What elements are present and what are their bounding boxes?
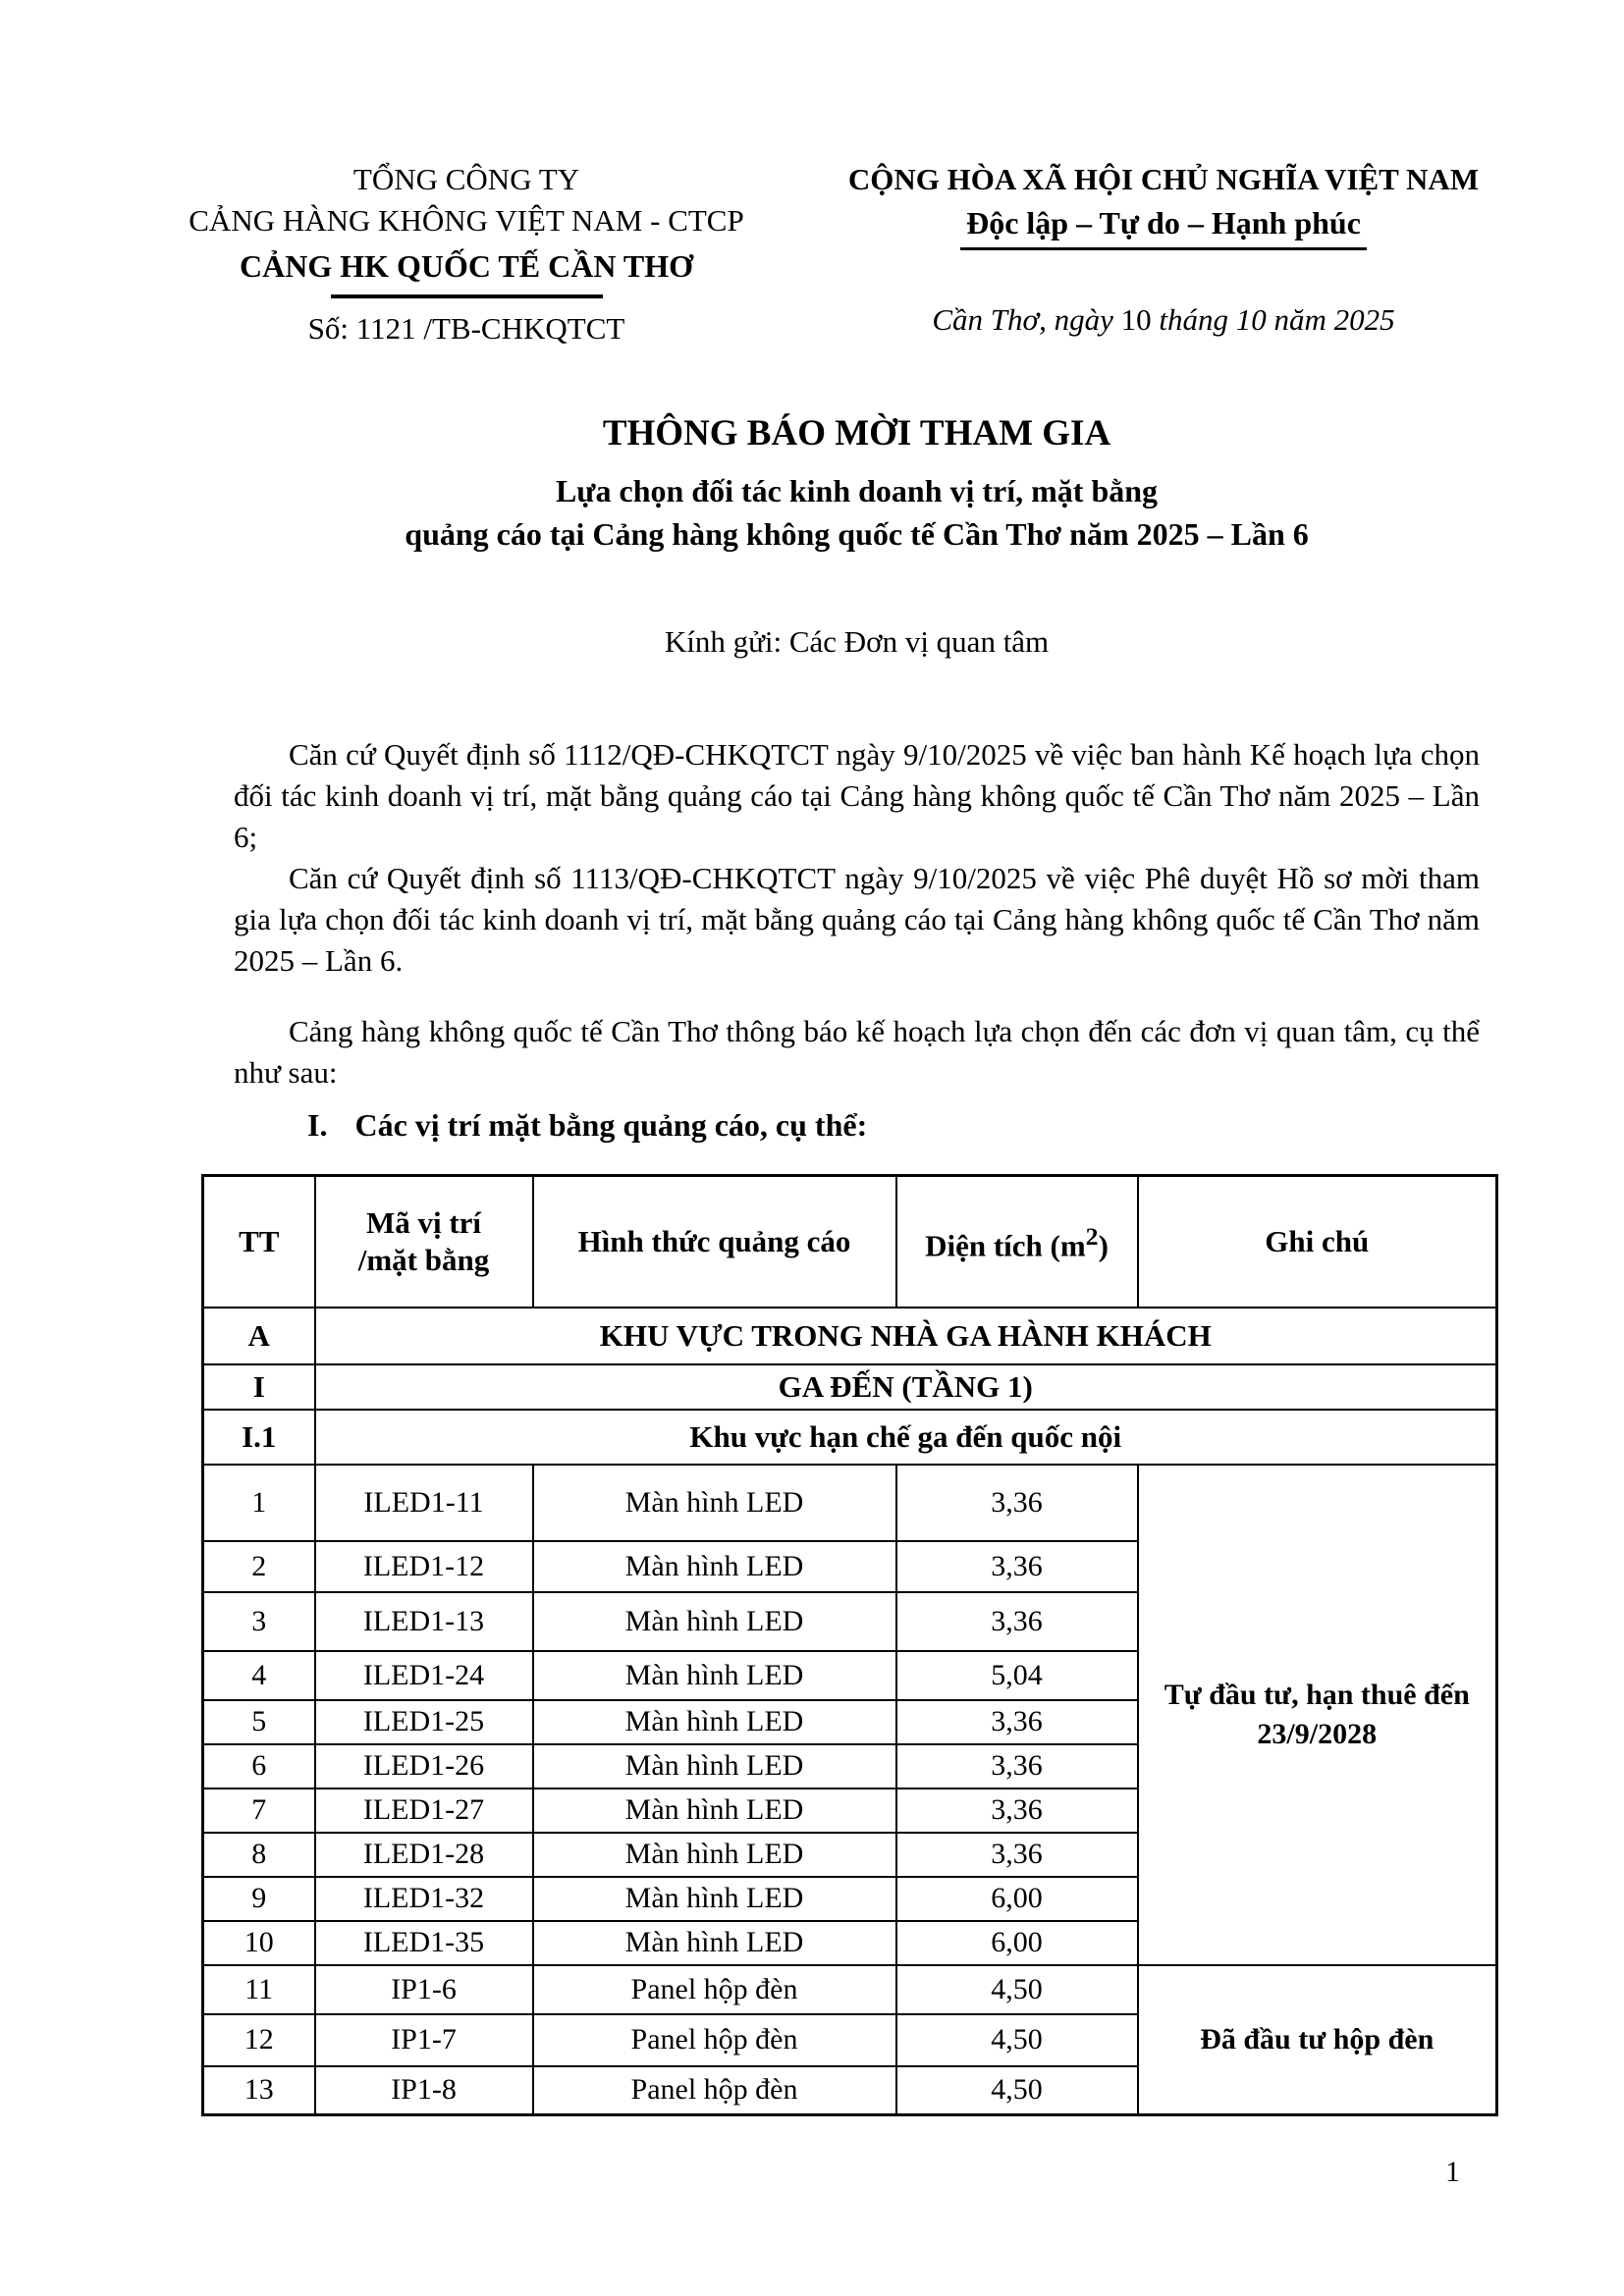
paragraph-basis-1: Căn cứ Quyết định số 1112/QĐ-CHKQTCT ngày 9/10/2025 về việc ban hành Kế hoạch lựa chọn đối tác kinh doanh vị trí, mặt bằng quảng cáo tại Cảng hàng không quốc tế Cần Thơ năm 2025 – Lần 6; (234, 737, 1480, 854)
code-cell: IP1-6 (315, 1965, 533, 2014)
form-cell: Màn hình LED (533, 1921, 896, 1965)
area-cell: 5,04 (896, 1651, 1138, 1700)
area-cell: 3,36 (896, 1541, 1138, 1592)
form-cell: Màn hình LED (533, 1700, 896, 1744)
col-header-area: Diện tích $(m^2)$ (896, 1176, 1138, 1308)
national-header-block (815, 159, 1512, 341)
section-row-A: A KHU VỰC TRONG NHÀ GA HÀNH KHÁCH (203, 1308, 1497, 1364)
form-cell: Màn hình LED (533, 1833, 896, 1877)
form-cell: Màn hình LED (533, 1744, 896, 1789)
org-name: CẢNG HÀNG KHÔNG VIỆT NAM - CTCP (189, 203, 744, 238)
issue-date-suffix: tháng 10 năm 2025 (1159, 302, 1395, 337)
area-cell: 3,36 (896, 1592, 1138, 1651)
doc-title: THÔNG BÁO MỜI THAM GIA (602, 413, 1111, 454)
section-heading-text: Các vị trí mặt bằng quảng cáo, cụ thể: (354, 1107, 868, 1143)
doc-number: Số: 1121 /TB-CHKQTCT (307, 311, 625, 346)
issue-date (815, 299, 1512, 341)
form-cell: Màn hình LED (533, 1651, 896, 1700)
section-row-I1: I.1 Khu vực hạn chế ga đến quốc nội (203, 1410, 1497, 1465)
tt-cell: 2 (203, 1541, 315, 1592)
parent-org-name: TỔNG CÔNG TY (352, 162, 580, 196)
tt-cell: 9 (203, 1877, 315, 1921)
airport-name: CẢNG HK QUỐC TẾ CẦN THƠ (240, 248, 693, 284)
form-cell: Panel hộp đèn (533, 2014, 896, 2066)
code-cell: ILED1-35 (315, 1921, 533, 1965)
area-cell: 6,00 (896, 1921, 1138, 1965)
col-header-note: Ghi chú (1138, 1176, 1497, 1308)
tt-cell: 4 (203, 1651, 315, 1700)
tt-cell: 8 (203, 1833, 315, 1877)
form-cell: Màn hình LED (533, 1541, 896, 1592)
table-header-row (203, 1176, 1497, 1308)
issuer-header-block (137, 159, 795, 349)
tt-cell: 6 (203, 1744, 315, 1789)
paragraph-announce: Cảng hàng không quốc tế Cần Thơ thông báo kế hoạch lựa chọn đến các đơn vị quan tâm, cụ thể như sau: (234, 1014, 1480, 1090)
doc-subtitle-line1: Lựa chọn đối tác kinh doanh vị trí, mặt bằng (555, 473, 1159, 508)
tt-cell: 7 (203, 1789, 315, 1833)
national-motto: Độc lập – Tự do – Hạnh phúc (960, 202, 1367, 250)
code-cell: ILED1-13 (315, 1592, 533, 1651)
code-cell: ILED1-32 (315, 1877, 533, 1921)
tt-cell: 13 (203, 2066, 315, 2115)
code-cell: ILED1-25 (315, 1700, 533, 1744)
code-cell: ILED1-28 (315, 1833, 533, 1877)
tt-cell: 1 (203, 1465, 315, 1541)
form-cell: Màn hình LED (533, 1877, 896, 1921)
code-cell: IP1-7 (315, 2014, 533, 2066)
table-row (203, 1465, 1497, 1541)
table-row (203, 1965, 1497, 2014)
area-cell: 4,50 (896, 2066, 1138, 2115)
area-cell: 3,36 (896, 1789, 1138, 1833)
paragraph-basis-2: Căn cứ Quyết định số 1113/QĐ-CHKQTCT ngày 9/10/2025 về việc Phê duyệt Hồ sơ mời tham gia lựa chọn đối tác kinh doanh vị trí, mặt bằng quảng cáo tại Cảng hàng không quốc tế Cần Thơ năm 2025 – Lần 6. (234, 861, 1480, 978)
tt-cell: 12 (203, 2014, 315, 2066)
code-cell: ILED1-11 (315, 1465, 533, 1541)
area-cell: 6,00 (896, 1877, 1138, 1921)
col-header-code (315, 1176, 533, 1308)
area-cell: 3,36 (896, 1833, 1138, 1877)
area-cell: 4,50 (896, 2014, 1138, 2066)
area-cell: 3,36 (896, 1465, 1138, 1541)
form-cell: Màn hình LED (533, 1789, 896, 1833)
area-cell: 4,50 (896, 1965, 1138, 2014)
col-header-form: Hình thức quảng cáo (533, 1176, 896, 1308)
area-cell: 3,36 (896, 1744, 1138, 1789)
header-rule (331, 294, 603, 298)
title-block (234, 410, 1480, 556)
issue-date-day: 10 (1120, 302, 1152, 337)
note-cell-rows-11-13: Đã đầu tư hộp đèn (1138, 1965, 1497, 2115)
section-row-I: I GA ĐẾN (TẦNG 1) (203, 1364, 1497, 1410)
section-heading (234, 1107, 1480, 1144)
tt-cell: 3 (203, 1592, 315, 1651)
section-numeral: I. (307, 1107, 328, 1143)
col-header-tt: TT (203, 1176, 315, 1308)
form-cell: Panel hộp đèn (533, 1965, 896, 2014)
national-title: CỘNG HÒA XÃ HỘI CHỦ NGHĨA VIỆT NAM (847, 162, 1480, 196)
code-cell: ILED1-24 (315, 1651, 533, 1700)
tt-cell: 11 (203, 1965, 315, 2014)
tt-cell: 5 (203, 1700, 315, 1744)
col-header-code-line2: /mặt bằng (357, 1242, 490, 1277)
form-cell: Màn hình LED (533, 1592, 896, 1651)
page-number: 1 (1445, 2156, 1460, 2188)
code-cell: ILED1-12 (315, 1541, 533, 1592)
code-cell: IP1-8 (315, 2066, 533, 2115)
issue-date-prefix: Cần Thơ, ngày (932, 302, 1113, 337)
positions-table (201, 1174, 1498, 2116)
body-text (234, 734, 1480, 1094)
col-header-code-line1: Mã vị trí (365, 1204, 482, 1240)
code-cell: ILED1-26 (315, 1744, 533, 1789)
area-cell: 3,36 (896, 1700, 1138, 1744)
form-cell: Màn hình LED (533, 1465, 896, 1541)
tt-cell: 10 (203, 1921, 315, 1965)
note-cell-rows-1-10: Tự đầu tư, hạn thuê đến 23/9/2028 (1138, 1465, 1497, 1965)
doc-subtitle-line2: quảng cáo tại Cảng hàng không quốc tế Cần Thơ năm 2025 – Lần 6 (405, 516, 1309, 552)
salutation: Kính gửi: Các Đơn vị quan tâm (664, 624, 1050, 659)
code-cell: ILED1-27 (315, 1789, 533, 1833)
form-cell: Panel hộp đèn (533, 2066, 896, 2115)
